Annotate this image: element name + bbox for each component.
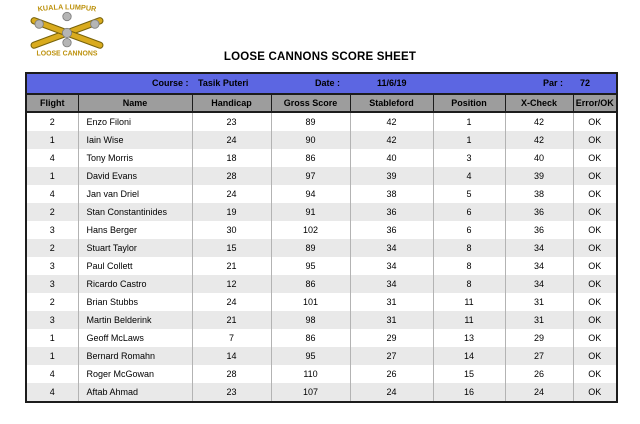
- cell-x-check: 26: [505, 365, 573, 383]
- cell-gross-score: 95: [271, 347, 350, 365]
- cell-flight: 1: [27, 347, 78, 365]
- table-row: [27, 167, 616, 185]
- table-row: [27, 185, 616, 203]
- cell-error-ok: OK: [573, 131, 616, 149]
- cell-name: Stuart Taylor: [78, 239, 192, 257]
- table-row: [27, 203, 616, 221]
- cell-gross-score: 107: [271, 383, 350, 401]
- column-header-flight: Flight: [27, 95, 78, 112]
- cell-flight: 4: [27, 185, 78, 203]
- cell-name: Tony Morris: [78, 149, 192, 167]
- cell-name: Brian Stubbs: [78, 293, 192, 311]
- cell-error-ok: OK: [573, 275, 616, 293]
- page-title: LOOSE CANNONS SCORE SHEET: [223, 51, 417, 63]
- cell-handicap: 21: [192, 311, 271, 329]
- cell-handicap: 24: [192, 293, 271, 311]
- cell-handicap: 7: [192, 329, 271, 347]
- column-header-handicap: Handicap: [192, 95, 271, 112]
- cell-error-ok: OK: [573, 239, 616, 257]
- cell-x-check: 34: [505, 239, 573, 257]
- cell-name: Jan van Driel: [78, 185, 192, 203]
- logo-top-text: KUALA LUMPUR: [37, 3, 97, 14]
- cell-name: David Evans: [78, 167, 192, 185]
- header-row: [27, 95, 616, 112]
- cell-position: 1: [433, 112, 505, 131]
- cell-handicap: 15: [192, 239, 271, 257]
- cell-position: 3: [433, 149, 505, 167]
- table-row: [27, 383, 616, 401]
- cell-flight: 4: [27, 383, 78, 401]
- table-row: [27, 311, 616, 329]
- cell-error-ok: OK: [573, 329, 616, 347]
- cell-gross-score: 89: [271, 112, 350, 131]
- cell-gross-score: 102: [271, 221, 350, 239]
- cell-position: 1: [433, 131, 505, 149]
- cell-flight: 1: [27, 167, 78, 185]
- cell-handicap: 21: [192, 257, 271, 275]
- cell-flight: 2: [27, 203, 78, 221]
- table-row: [27, 257, 616, 275]
- cell-position: 5: [433, 185, 505, 203]
- cell-handicap: 23: [192, 112, 271, 131]
- cell-x-check: 31: [505, 293, 573, 311]
- cell-position: 4: [433, 167, 505, 185]
- column-header-gross-score: Gross Score: [271, 95, 350, 112]
- cell-flight: 3: [27, 311, 78, 329]
- cell-x-check: 27: [505, 347, 573, 365]
- cell-stableford: 34: [350, 239, 433, 257]
- cell-name: Hans Berger: [78, 221, 192, 239]
- cell-gross-score: 94: [271, 185, 350, 203]
- table-row: [27, 131, 616, 149]
- cell-x-check: 29: [505, 329, 573, 347]
- cell-handicap: 28: [192, 167, 271, 185]
- cell-flight: 2: [27, 112, 78, 131]
- cell-flight: 3: [27, 275, 78, 293]
- cell-stableford: 34: [350, 275, 433, 293]
- cell-name: Roger McGowan: [78, 365, 192, 383]
- cell-error-ok: OK: [573, 347, 616, 365]
- cell-handicap: 30: [192, 221, 271, 239]
- date-value: 11/6/19: [377, 78, 407, 88]
- cell-name: Paul Collett: [78, 257, 192, 275]
- cell-gross-score: 86: [271, 149, 350, 167]
- cell-position: 11: [433, 293, 505, 311]
- cell-gross-score: 91: [271, 203, 350, 221]
- cell-error-ok: OK: [573, 257, 616, 275]
- cell-stableford: 38: [350, 185, 433, 203]
- score-table-container: [25, 72, 618, 403]
- cell-stableford: 27: [350, 347, 433, 365]
- cell-position: 6: [433, 203, 505, 221]
- cell-error-ok: OK: [573, 365, 616, 383]
- cell-flight: 4: [27, 365, 78, 383]
- crossed-cannons-logo-icon: [24, 3, 110, 57]
- cell-name: Martin Belderink: [78, 311, 192, 329]
- cell-x-check: 36: [505, 203, 573, 221]
- table-row: [27, 112, 616, 131]
- cell-name: Geoff McLaws: [78, 329, 192, 347]
- cell-flight: 2: [27, 293, 78, 311]
- cell-name: Enzo Filoni: [78, 112, 192, 131]
- cell-stableford: 24: [350, 383, 433, 401]
- cell-handicap: 23: [192, 383, 271, 401]
- info-bar: [27, 74, 616, 95]
- cell-gross-score: 97: [271, 167, 350, 185]
- cell-flight: 2: [27, 239, 78, 257]
- cell-name: Aftab Ahmad: [78, 383, 192, 401]
- cell-gross-score: 98: [271, 311, 350, 329]
- cell-stableford: 29: [350, 329, 433, 347]
- cell-handicap: 14: [192, 347, 271, 365]
- course-label: Course :: [152, 78, 189, 88]
- cell-x-check: 36: [505, 221, 573, 239]
- date-label: Date :: [315, 78, 341, 88]
- cell-error-ok: OK: [573, 311, 616, 329]
- cell-stableford: 36: [350, 221, 433, 239]
- cell-name: Stan Constantinides: [78, 203, 192, 221]
- cell-position: 15: [433, 365, 505, 383]
- course-value: Tasik Puteri: [198, 78, 249, 88]
- cell-position: 8: [433, 257, 505, 275]
- cell-x-check: 34: [505, 257, 573, 275]
- cell-name: Iain Wise: [78, 131, 192, 149]
- cell-error-ok: OK: [573, 383, 616, 401]
- table-row: [27, 149, 616, 167]
- cell-gross-score: 86: [271, 275, 350, 293]
- cell-position: 8: [433, 239, 505, 257]
- column-header-name: Name: [78, 95, 192, 112]
- cell-error-ok: OK: [573, 112, 616, 131]
- cell-handicap: 24: [192, 131, 271, 149]
- cell-x-check: 42: [505, 112, 573, 131]
- par-label: Par :: [543, 78, 564, 88]
- cell-position: 13: [433, 329, 505, 347]
- cell-handicap: 28: [192, 365, 271, 383]
- column-header-x-check: X-Check: [505, 95, 573, 112]
- cell-flight: 3: [27, 221, 78, 239]
- cell-position: 14: [433, 347, 505, 365]
- club-logo: [24, 3, 110, 57]
- cell-stableford: 39: [350, 167, 433, 185]
- cell-x-check: 31: [505, 311, 573, 329]
- cell-gross-score: 86: [271, 329, 350, 347]
- cell-stableford: 40: [350, 149, 433, 167]
- cell-handicap: 18: [192, 149, 271, 167]
- cell-flight: 1: [27, 329, 78, 347]
- column-header-stableford: Stableford: [350, 95, 433, 112]
- cell-stableford: 36: [350, 203, 433, 221]
- cell-name: Ricardo Castro: [78, 275, 192, 293]
- cell-handicap: 12: [192, 275, 271, 293]
- cell-position: 8: [433, 275, 505, 293]
- cell-error-ok: OK: [573, 149, 616, 167]
- cell-handicap: 19: [192, 203, 271, 221]
- cell-flight: 4: [27, 149, 78, 167]
- table-row: [27, 347, 616, 365]
- cell-flight: 1: [27, 131, 78, 149]
- cell-x-check: 34: [505, 275, 573, 293]
- column-header-error-ok: Error/OK: [573, 95, 616, 112]
- logo-bottom-text: LOOSE CANNONS: [36, 50, 98, 57]
- cell-error-ok: OK: [573, 185, 616, 203]
- cell-handicap: 24: [192, 185, 271, 203]
- cell-stableford: 31: [350, 311, 433, 329]
- par-value: 72: [580, 78, 591, 88]
- cell-error-ok: OK: [573, 293, 616, 311]
- cell-flight: 3: [27, 257, 78, 275]
- table-row: [27, 365, 616, 383]
- cell-stableford: 26: [350, 365, 433, 383]
- cell-position: 6: [433, 221, 505, 239]
- cell-gross-score: 89: [271, 239, 350, 257]
- cell-x-check: 42: [505, 131, 573, 149]
- table-row: [27, 221, 616, 239]
- cell-position: 16: [433, 383, 505, 401]
- table-row: [27, 239, 616, 257]
- cell-error-ok: OK: [573, 221, 616, 239]
- score-table: [27, 95, 616, 401]
- cell-error-ok: OK: [573, 167, 616, 185]
- cell-gross-score: 110: [271, 365, 350, 383]
- table-row: [27, 293, 616, 311]
- cell-gross-score: 90: [271, 131, 350, 149]
- cell-x-check: 24: [505, 383, 573, 401]
- table-row: [27, 329, 616, 347]
- column-header-position: Position: [433, 95, 505, 112]
- cell-x-check: 38: [505, 185, 573, 203]
- cell-stableford: 34: [350, 257, 433, 275]
- cell-position: 11: [433, 311, 505, 329]
- cell-stableford: 42: [350, 131, 433, 149]
- cell-x-check: 40: [505, 149, 573, 167]
- cell-stableford: 31: [350, 293, 433, 311]
- cell-error-ok: OK: [573, 203, 616, 221]
- cell-gross-score: 95: [271, 257, 350, 275]
- cell-stableford: 42: [350, 112, 433, 131]
- cell-x-check: 39: [505, 167, 573, 185]
- table-row: [27, 275, 616, 293]
- cell-name: Bernard Romahn: [78, 347, 192, 365]
- cell-gross-score: 101: [271, 293, 350, 311]
